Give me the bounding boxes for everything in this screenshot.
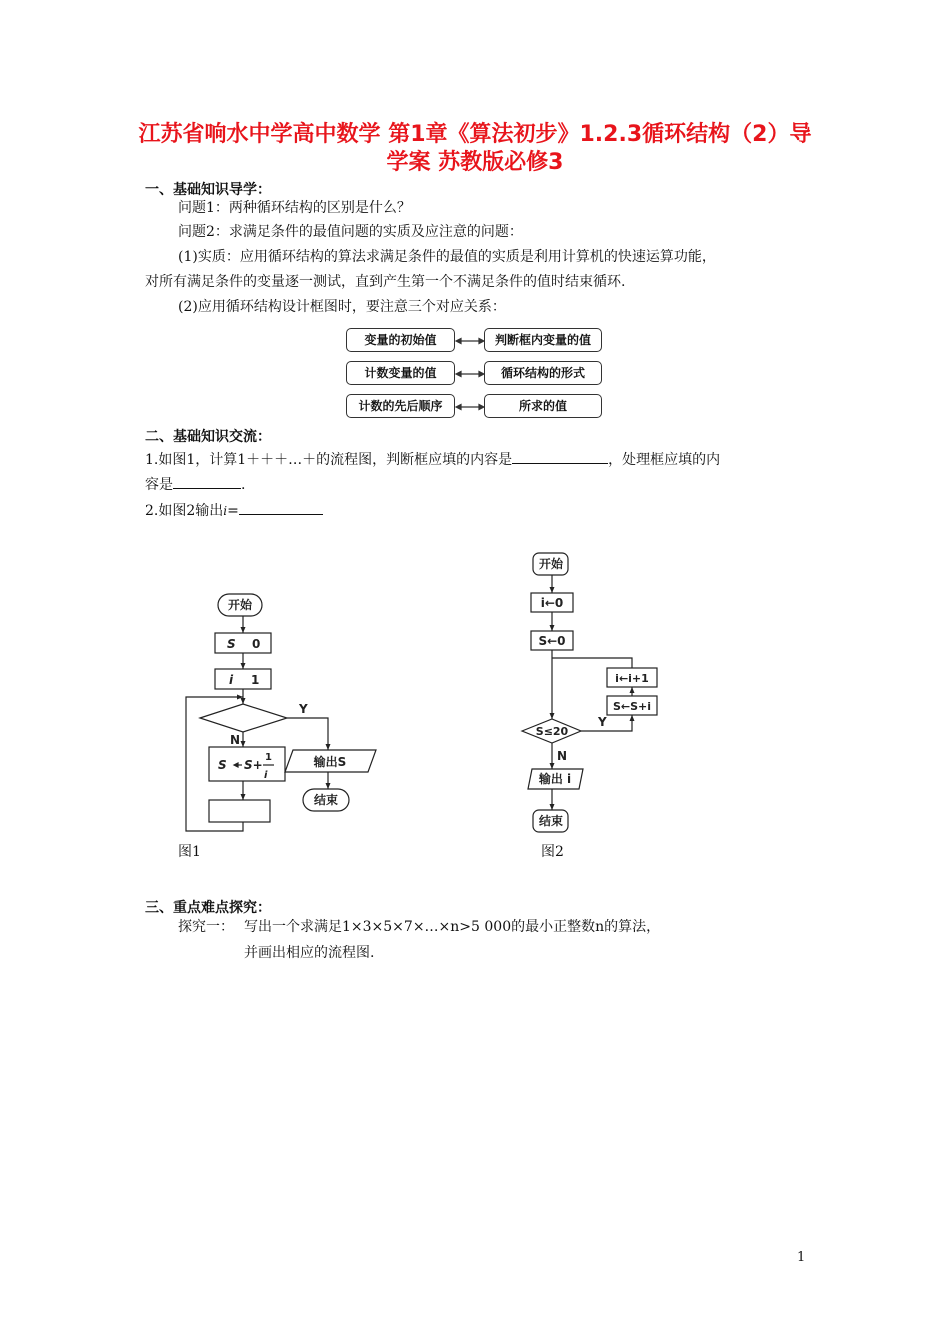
fig1-update-lhs: S bbox=[218, 758, 227, 772]
answer-blank-process[interactable] bbox=[173, 474, 241, 489]
fig2-i-update-label: i←i+1 bbox=[615, 672, 649, 685]
fig2-end-label: 结束 bbox=[538, 814, 564, 828]
section2-heading: 二、基础知识交流： bbox=[145, 429, 271, 445]
flowchart-figure2 bbox=[515, 548, 675, 838]
explore-label: 探究一： bbox=[178, 919, 234, 935]
flowchart-figure1 bbox=[170, 585, 390, 840]
explore-1-line2: 并画出相应的流程图. bbox=[244, 945, 375, 961]
relation-right-1: 判断框内变量的值 bbox=[484, 328, 602, 352]
fig1-update-rhs: S+ bbox=[244, 758, 263, 772]
fig2-s-init-label: S←0 bbox=[538, 634, 566, 648]
relation-right-2: 循环结构的形式 bbox=[484, 361, 602, 385]
fig1-yes-label: Y bbox=[299, 702, 308, 716]
fig2-i-init-label: i←0 bbox=[540, 596, 564, 610]
fig1-decision-diamond bbox=[200, 704, 287, 732]
fig1-s-init-box bbox=[215, 633, 271, 653]
exercise-2-eq: = bbox=[227, 503, 239, 519]
fig1-no-label: N bbox=[230, 733, 241, 747]
figure2-caption: 图2 bbox=[541, 844, 564, 860]
relation-left-3: 计数的先后顺序 bbox=[346, 394, 455, 418]
fig2-cond-label: S≤20 bbox=[535, 725, 569, 738]
page-number: 1 bbox=[797, 1250, 806, 1265]
fig2-output-label: 输出 i bbox=[538, 772, 572, 786]
exercise-1-end: . bbox=[241, 477, 246, 493]
fig1-i-init-box bbox=[215, 669, 271, 689]
question-2: 问题2：求满足条件的最值问题的实质及应注意的问题： bbox=[178, 224, 523, 240]
section1-heading: 一、基础知识导学： bbox=[145, 182, 271, 198]
exercise-2-var: i bbox=[223, 504, 228, 518]
exercise-1-line2 bbox=[145, 474, 245, 495]
exercise-1-text: 1.如图1，计算1＋＋＋…＋的流程图，判断框应填的内容是 bbox=[145, 452, 513, 468]
explore-1-line1 bbox=[178, 917, 660, 937]
explore-text: 写出一个求满足1×3×5×7×…×n>5 000的最小正整数n的算法， bbox=[244, 919, 661, 935]
exercise-1-cont: 容是 bbox=[145, 477, 173, 493]
fig2-no-label: N bbox=[557, 749, 568, 763]
paragraph-2: (2)应用循环结构设计框图时，要注意三个对应关系： bbox=[178, 299, 506, 315]
relation-arrows bbox=[455, 328, 485, 420]
relation-right-3: 所求的值 bbox=[484, 394, 602, 418]
answer-blank-output[interactable] bbox=[239, 500, 323, 515]
fig1-end-label: 结束 bbox=[313, 793, 339, 807]
relation-left-2: 计数变量的值 bbox=[346, 361, 455, 385]
fig2-start-label: 开始 bbox=[538, 557, 564, 571]
answer-blank-condition[interactable] bbox=[512, 449, 608, 464]
fig1-output-label: 输出S bbox=[313, 755, 347, 769]
question-1: 问题1：两种循环结构的区别是什么？ bbox=[178, 200, 411, 216]
fig1-i-init-var: i bbox=[229, 673, 234, 687]
fig1-s-init-var: S bbox=[227, 637, 236, 651]
paragraph-1-line2: 对所有满足条件的变量逐一测试，直到产生第一个不满足条件的值时结束循环. bbox=[145, 274, 626, 290]
exercise-1-line1 bbox=[145, 449, 720, 470]
fig1-blank-box bbox=[209, 800, 270, 822]
fig1-i-init-val: 1 bbox=[251, 673, 260, 687]
exercise-2-text: 2.如图2输出 bbox=[145, 503, 224, 519]
figure1-caption: 图1 bbox=[178, 844, 201, 860]
fig1-s-init-val: 0 bbox=[252, 637, 261, 651]
page-title-line1: 江苏省响水中学高中数学 第1章《算法初步》1.2.3循环结构（2）导 bbox=[138, 122, 812, 147]
fig2-s-update-label: S←S+i bbox=[612, 700, 652, 713]
exercise-2 bbox=[145, 500, 323, 521]
paragraph-1-line1: (1)实质：应用循环结构的算法求满足条件的最值的实质是利用计算机的快速运算功能， bbox=[178, 249, 716, 265]
exercise-1-mid: ，处理框应填的内 bbox=[608, 452, 721, 468]
fig2-yes-label: Y bbox=[598, 715, 607, 729]
fig1-start-label: 开始 bbox=[227, 598, 253, 612]
fig1-frac-den: i bbox=[264, 770, 268, 781]
page-title-line2: 学案 苏教版必修3 bbox=[386, 150, 564, 175]
section3-heading: 三、重点难点探究： bbox=[145, 900, 271, 916]
relation-left-1: 变量的初始值 bbox=[346, 328, 455, 352]
fig1-frac-num: 1 bbox=[265, 752, 272, 763]
